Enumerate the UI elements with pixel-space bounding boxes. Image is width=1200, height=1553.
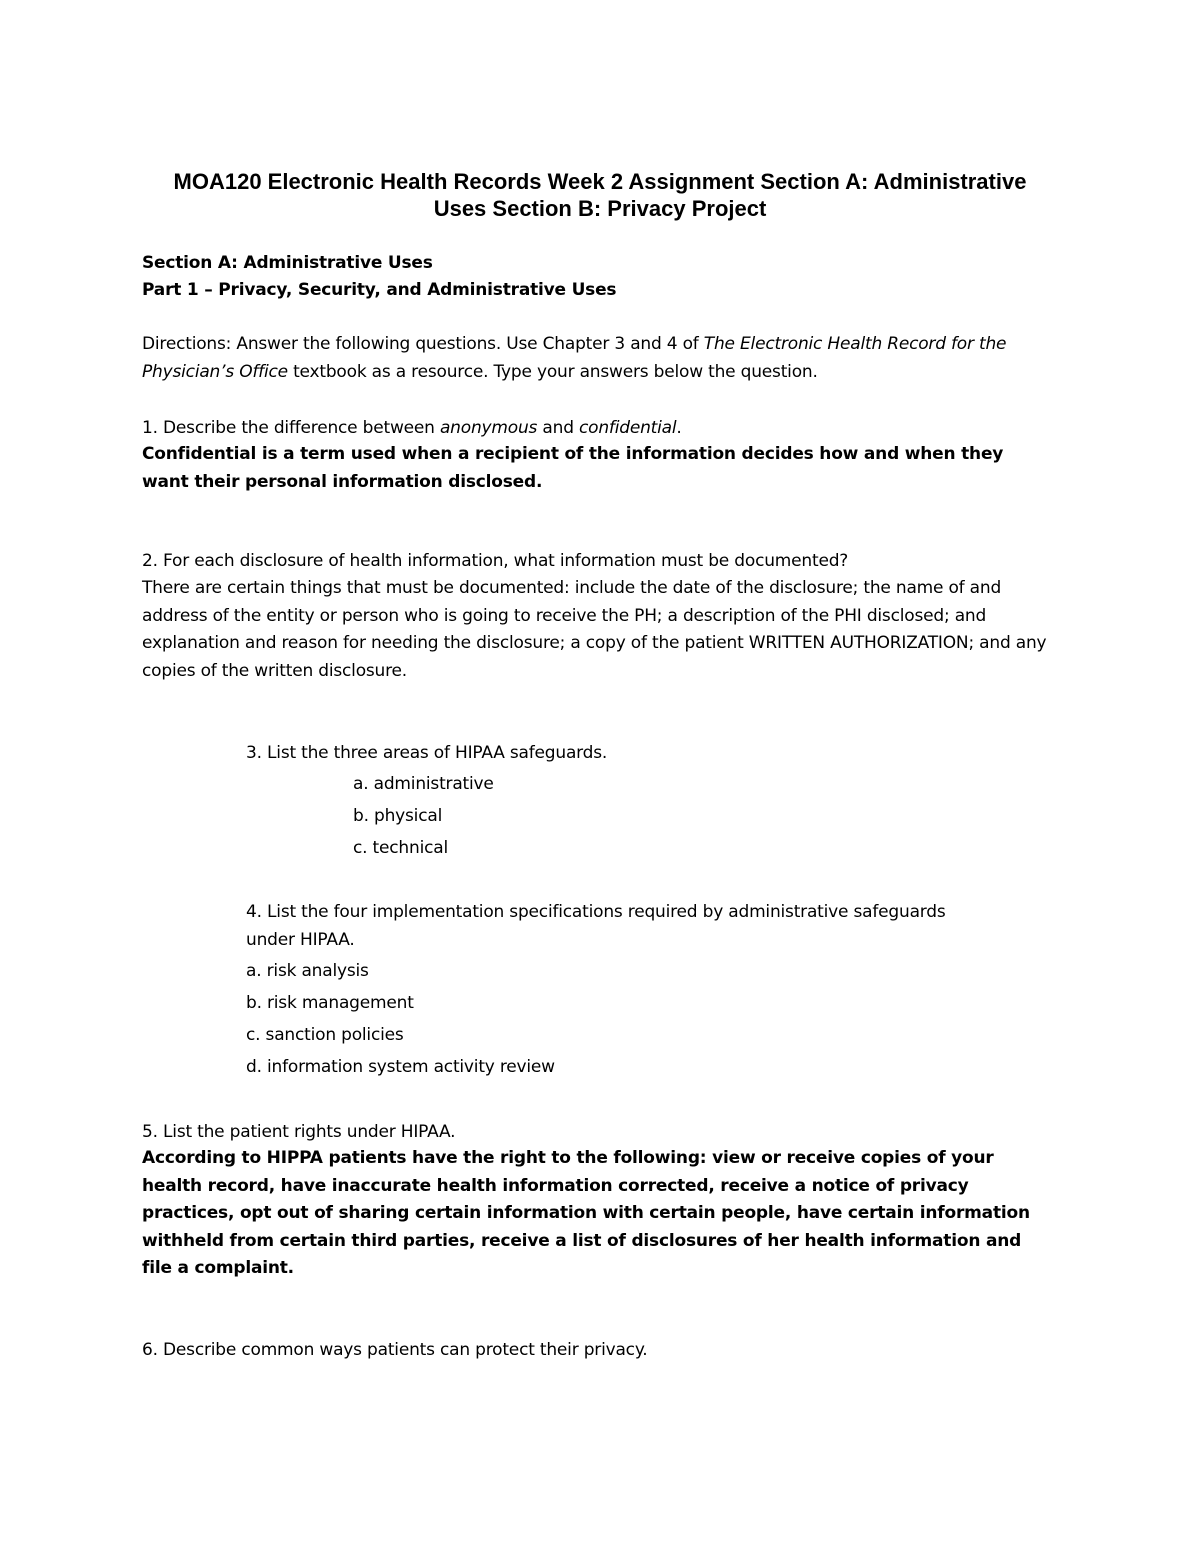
question-3: 3. List the three areas of HIPAA safeguards.	[246, 743, 608, 763]
document-title	[100, 168, 1100, 222]
q3-item-technical: c. technical	[353, 838, 448, 858]
question-4-line-2: under HIPAA.	[246, 930, 355, 950]
q4-item-risk-management: b. risk management	[246, 993, 414, 1013]
section-heading: Section A: Administrative Uses	[142, 253, 433, 273]
answer-1: Confidential is a term used when a recipient of the information decides how and when they want their personal information disclosed.	[142, 444, 1004, 492]
question-6: 6. Describe common ways patients can protect their privacy.	[142, 1340, 648, 1360]
directions-paragraph	[142, 331, 1062, 386]
part-heading: Part 1 – Privacy, Security, and Administrative Uses	[142, 280, 617, 300]
directions-prefix: Directions: Answer the following questions. Use Chapter 3 and 4 of	[142, 334, 704, 354]
directions-book-title: The Electronic Health Record for the Physician’s Office	[142, 334, 1007, 382]
answer-2: There are certain things that must be documented: include the date of the disclosure; the name of and address of the entity or person who is going to receive the PH; a description of the PHI disclosed; and explanation and reason for needing the disclosure; a copy of the patient WRITTEN AUTHORIZATION; and any copies of the written disclosure.	[142, 578, 1047, 681]
q1-term-anonymous: anonymous	[439, 418, 538, 438]
document-title-line-1: MOA120 Electronic Health Records Week 2 Assignment Section A: Administrative	[173, 169, 1027, 194]
q1-suffix: .	[676, 418, 682, 438]
directions-suffix: textbook as a resource. Type your answers below the question.	[287, 361, 818, 382]
q1-term-confidential: confidential	[579, 418, 677, 438]
q3-item-administrative: a. administrative	[353, 774, 494, 794]
q4-item-sanction-policies: c. sanction policies	[246, 1025, 404, 1045]
answer-5: According to HIPPA patients have the right to the following: view or receive copies of your health record, have inaccurate health information corrected, receive a notice of privacy practices, opt out of sharing certain information with certain people, have certain information withheld from certain third parties, receive a list of disclosures of her health information and file a complaint.	[142, 1148, 1030, 1278]
question-5: 5. List the patient rights under HIPAA.	[142, 1122, 456, 1142]
q1-middle: and	[537, 418, 579, 438]
q3-item-physical: b. physical	[353, 806, 443, 826]
question-2: 2. For each disclosure of health information, what information must be documented?	[142, 551, 849, 571]
document-title-line-2: Uses Section B: Privacy Project	[433, 196, 767, 221]
question-4-line-1: 4. List the four implementation specifications required by administrative safeguards	[246, 902, 946, 922]
question-1	[142, 418, 682, 438]
q4-item-activity-review: d. information system activity review	[246, 1057, 555, 1077]
q1-prefix: 1. Describe the difference between	[142, 418, 440, 438]
q4-item-risk-analysis: a. risk analysis	[246, 961, 369, 981]
